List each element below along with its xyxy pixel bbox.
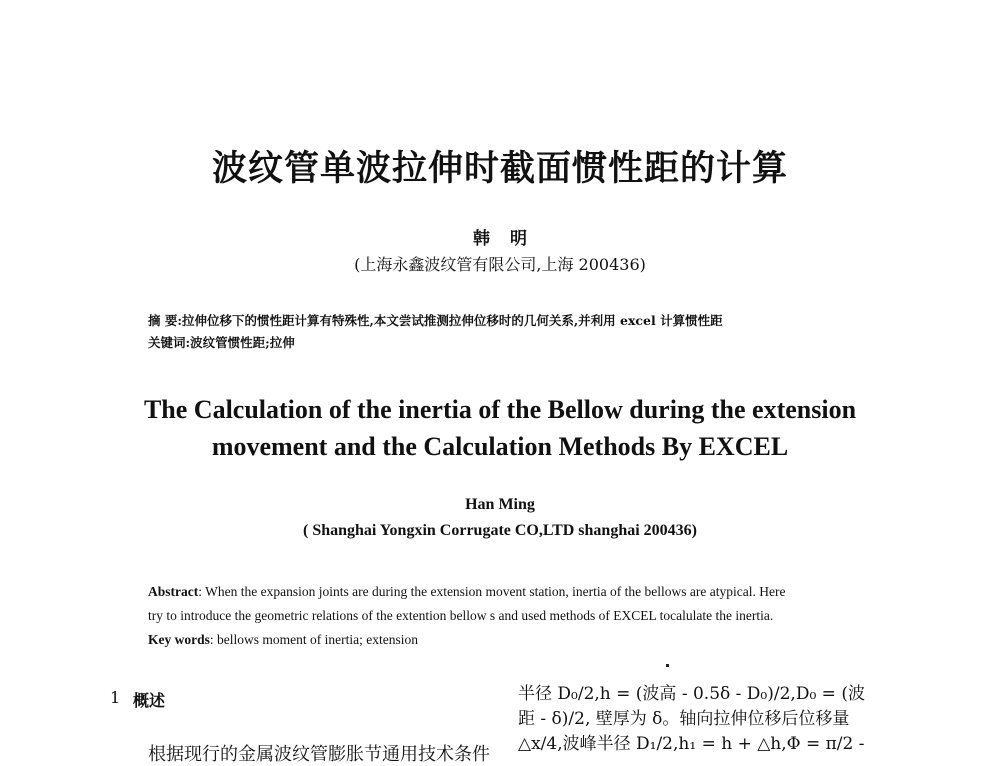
stray-dot (666, 664, 669, 667)
english-abstract-line-1 (148, 580, 785, 604)
english-author: Han Ming (465, 496, 535, 513)
english-title-line-1: The Calculation of the inertia of the Bellow during the extension (143, 395, 857, 424)
abstract-text-1: : When the expansion joints are during the extension movent station, inertia of the bellows are atypical. Here (198, 584, 786, 599)
abstract-label: Abstract (148, 584, 199, 599)
left-column-text: 根据现行的金属波纹管膨胀节通用技术条件 (148, 744, 490, 765)
section-title: 概述 (133, 691, 166, 710)
chinese-author: 韩 明 (473, 229, 527, 249)
english-title-line-2: movement and the Calculation Methods By EXCEL (211, 432, 789, 461)
english-abstract-line-2: try to introduce the geometric relations of the extention bellow s and used methods of EXCEL tocalulate the inertia. (148, 608, 774, 623)
english-title (0, 391, 1000, 465)
chinese-abstract: 摘 要:拉伸位移下的惯性距计算有特殊性,本文尝试推测拉伸位移时的几何关系,并利用 excel 计算惯性距 (148, 313, 723, 328)
right-column-text (518, 682, 908, 757)
right-column-line-1: 半径 D₀/2,h = (波高 - 0.5δ - D₀)/2,D₀ = (波 (518, 684, 865, 704)
english-affiliation: ( Shanghai Yongxin Corrugate CO,LTD shanghai 200436) (302, 522, 697, 539)
english-abstract (148, 580, 785, 652)
english-keywords (148, 628, 785, 652)
section-number: 1 (110, 688, 121, 707)
keywords-text: : bellows moment of inertia; extension (209, 632, 418, 647)
keywords-label: Key words (148, 632, 210, 647)
chinese-keywords: 关键词:波纹管惯性距;拉伸 (148, 335, 295, 350)
right-column-line-2: 距 - δ)/2, 壁厚为 δ。轴向拉伸位移后位移量 (518, 709, 850, 729)
right-column-line-3: △x/4,波峰半径 D₁/2,h₁ = h + △h,Φ = π/2 - (518, 734, 865, 754)
chinese-affiliation: (上海永鑫波纹管有限公司,上海 200436) (354, 255, 646, 274)
chinese-title: 波纹管单波拉伸时截面惯性距的计算 (211, 148, 788, 189)
